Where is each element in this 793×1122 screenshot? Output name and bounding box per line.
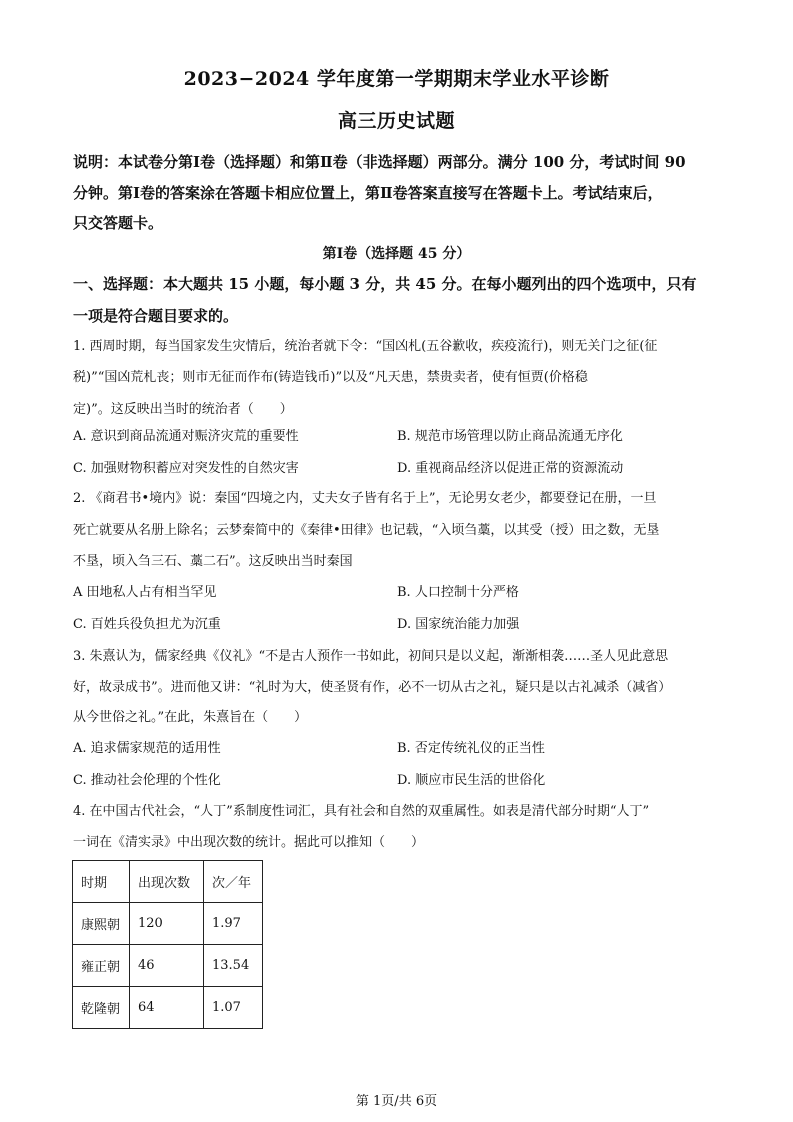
question-1-option-d[interactable]: D. 重视商品经济以促进正常的资源流动 [397,461,624,476]
section-title: 第Ⅰ卷（选择题 45 分） [322,246,471,262]
question-1-option-a[interactable]: A. 意识到商品流通对赈济灾荒的重要性 [73,429,299,444]
table-header-row [73,861,263,903]
instructions-line: 分钟。第Ⅰ卷的答案涂在答题卡相应位置上，第Ⅱ卷答案直接写在答题卡上。考试结束后， [73,184,663,202]
question-2-option-d[interactable]: D. 国家统治能力加强 [397,617,520,632]
question-2-line: 2. 《商君书•境内》说：秦国“四境之内，丈夫女子皆有名于上”，无论男女老少，都要登记在册，一旦 [73,491,657,506]
exam-title: 2023−2024 学年度第一学期期末学业水平诊断 [183,68,610,90]
table-row [73,945,263,987]
table-cell: 13.54 [204,945,263,987]
page-number: 第 1页/共 6页 [355,1094,438,1109]
table-cell: 1.97 [204,903,263,945]
table-cell: 康熙朝 [73,903,130,945]
table-row [73,987,263,1029]
question-2-option-a[interactable]: A 田地私人占有相当罕见 [73,585,217,600]
instructions-line: 说明：本试卷分第Ⅰ卷（选择题）和第Ⅱ卷（非选择题）两部分。满分 100 分，考试时间 90 [73,153,686,171]
question-3-option-b[interactable]: B. 否定传统礼仪的正当性 [397,741,545,756]
question-1-line: 定)”。这反映出当时的统治者（ ） [73,402,293,417]
exam-subtitle: 高三历史试题 [337,110,455,132]
table-header-cell: 次／年 [204,861,263,903]
statistics-table [72,860,263,1029]
question-1-line: 1. 西周时期，每当国家发生灾情后，统治者就下令：“国凶札(五谷歉收，疾疫流行)，则无关门之征(征 [73,339,658,354]
section-heading-line: 一项是符合题目要求的。 [73,307,239,325]
question-3-option-a[interactable]: A. 追求儒家规范的适用性 [73,741,221,756]
table-cell: 乾隆朝 [73,987,130,1029]
question-3-option-c[interactable]: C. 推动社会伦理的个性化 [73,773,221,788]
table-cell: 120 [130,903,204,945]
question-2-line: 死亡就要从名册上除名；云梦秦简中的《秦律•田律》也记载，“入顷刍藁，以其受（授）田之数，无垦 [73,523,660,538]
question-3-option-d[interactable]: D. 顺应市民生活的世俗化 [397,773,546,788]
question-3-line: 好，故录成书”。进而他又讲：“礼时为大，使圣贤有作，必不一切从古之礼，疑只是以古礼减杀（减省） [73,680,672,695]
question-3-line: 从今世俗之礼。”在此，朱熹旨在（ ） [73,710,308,725]
question-2-option-c[interactable]: C. 百姓兵役负担尤为沉重 [73,617,221,632]
section-heading-line: 一、选择题：本大题共 15 小题，每小题 3 分，共 45 分。在每小题列出的四个选项中，只有 [73,275,697,293]
question-4-line: 一词在《清实录》中出现次数的统计。据此可以推知（ ） [73,835,425,850]
table-header-cell: 时期 [73,861,130,903]
question-3-line: 3. 朱熹认为，儒家经典《仪礼》“不是古人预作一书如此，初间只是以义起，渐渐相袭……圣人见此意思 [73,649,669,664]
table-cell: 46 [130,945,204,987]
table-cell: 雍正朝 [73,945,130,987]
question-2-line: 不垦，顷入刍三石、藁二石”。这反映出当时秦国 [73,554,353,569]
question-1-option-c[interactable]: C. 加强财物积蓄应对突发性的自然灾害 [73,461,299,476]
question-4-line: 4. 在中国古代社会，“人丁”系制度性词汇，具有社会和自然的双重属性。如表是清代部分时期“人丁” [73,804,650,819]
table-header-cell: 出现次数 [130,861,204,903]
table-cell: 64 [130,987,204,1029]
question-1-line: 税)”“国凶荒札丧；则市无征而作布(铸造钱币)”以及“凡天患，禁贵卖者，使有恒贾(价格稳 [73,370,588,385]
question-1-option-b[interactable]: B. 规范市场管理以防止商品流通无序化 [397,429,623,444]
question-2-option-b[interactable]: B. 人口控制十分严格 [397,585,519,600]
table-row [73,903,263,945]
table-cell: 1.07 [204,987,263,1029]
instructions-line: 只交答题卡。 [73,214,164,232]
